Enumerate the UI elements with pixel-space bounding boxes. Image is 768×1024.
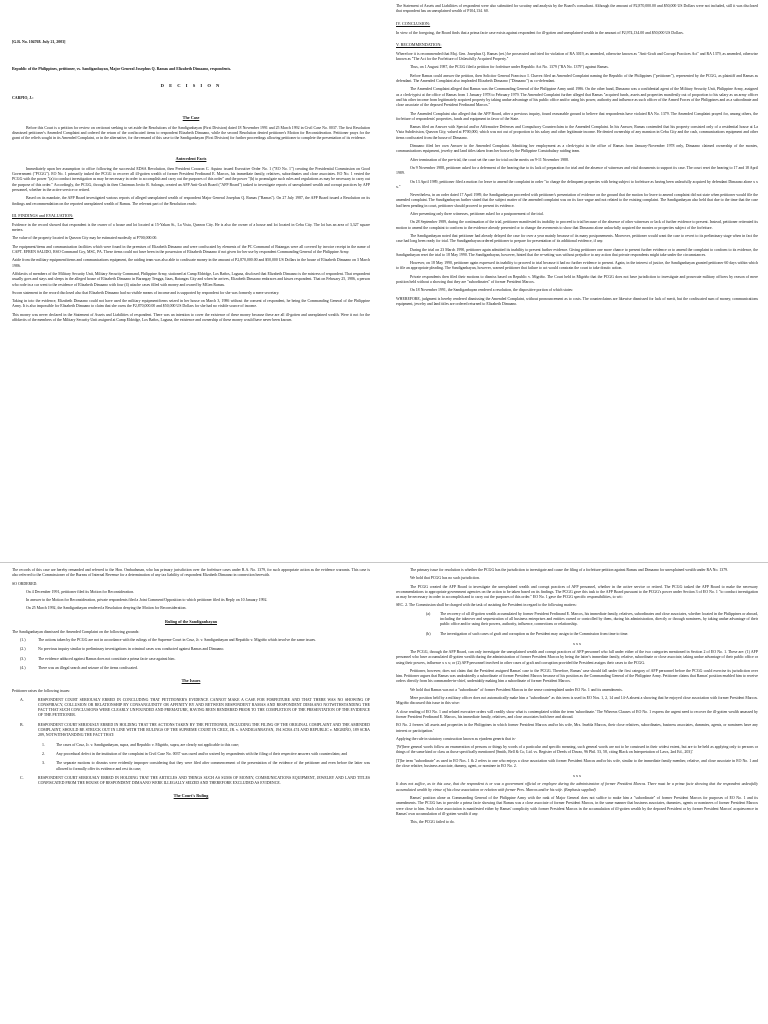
paragraph: Petitioner raises the following issues: <box>12 689 71 694</box>
paragraph: The equipment/items and communication facilities which were found in the premises of Elizabeth Dimaano and were confiscated by elements of the PC Command of Batangas were all covered by invoice receipt in the name of CAPT. EFREN SALIDO, RSO Command Coy, MSC, PA. These items could not have been in the possession of Elizabeth Dimaano if not given for her use by respondent Commanding General of the Philippine Army. <box>12 244 370 255</box>
paragraph: SEC. 2. The Commission shall be charged with the task of assisting the President in regard to the following matters: <box>396 603 577 608</box>
heading-ruling-sandiganbayan: Ruling of the Sandiganbayan <box>164 618 217 624</box>
list-item <box>12 657 370 662</box>
list-item <box>12 666 370 671</box>
paragraph: This money was never declared in the Statement of Assets and Liabilities of respondent. There was an intention to cover the existence of these money because these are all ill-gotten and unexplained wealth. Were it not for the affidavits of the members of the Military Security Unit assigned at Camp Eldridge, Los Baños, Laguna, the existence and ownership of these money would have never been known. <box>12 312 370 323</box>
sub-item <box>396 632 758 637</box>
paragraph: Private respondents then filed their motions to dismiss based on Republic v. Migriño. The Court held in Migriño that the PCGG does not have jurisdiction to investigate and prosecute military officers by reason of mere position held without a showing that they are "subordinates" of former President Marcos. <box>396 274 758 284</box>
page-bottom-left <box>12 568 370 1020</box>
paragraph: During the trial on 23 March 1990, petitioner again admitted its inability to present further evidence. Giving petitioner one more chance to present further evidence or to amend the complaint to conform to its evidence, the Sandiganbayan reset the trial to 18 May 1990. The Sandiganbayan, however, hinted that the re-setting was without prejudice to any action that private respondents might take under the circumstances. <box>396 247 758 257</box>
paragraph: Before Ramas could answer the petition, then Solicitor General Francisco I. Chavez filed an Amended Complaint naming the Republic of the Philippines ("petitioner"), represented by the PCGG, as plaintiff and Ramas as defendant. The Amended Complaint also impleaded Elizabeth Dimaano ("Dimaano") as co-defendant. <box>396 73 758 84</box>
paragraph: Evidence in the record showed that respondent is the owner of a house and lot located at 15-Yakan St., La Vista, Quezon City. He is also the owner of a house and lot located in Cebu City. The lot has an area of 3,327 square meters. <box>12 222 370 233</box>
paragraph: Ramas' position alone as Commanding General of the Philippine Army with the rank of Major General does not suffice to make him a "subordinate" of former President Marcos for purposes of EO No. 1 and its amendments. The PCGG has to provide a prima facie showing that Ramas was a close associate of former President Marcos, in the same manner that business associates, dummies, agents or nominees of former President Marcos were close to him. Such close association is manifested either by Ramas' complicity with former President Marcos in the accumulation of ill-gotten wealth by the deposed President or by former President Marcos' acquiescence in Ramas' own accumulation of ill-gotten wealth if any. <box>396 795 758 816</box>
paragraph: It does not suffice, as in this case, that the respondent is or was a government official or employee during the administration of former President Marcos. There must be a prima facie showing that the respondent unlawfully accumulated wealth by virtue of his close association or relation with former Pres. Marcos and/or his wife. (Emphasis supplied) <box>396 782 758 792</box>
page-bottom-right <box>396 568 758 1020</box>
paragraph: Applying the rule in statutory construction known as ejusdem generis that is- <box>396 736 516 741</box>
paragraph: Nevertheless, in an order dated 17 April 1989, the Sandiganbayan proceeded with petitioner's presentation of evidence on the ground that the motion for leave to amend complaint did not state when petitioner would file the amended complaint. The Sandiganbayan further stated that the subject matter of the amended complaint was on its face vague and not related to the existing complaint. The Sandiganbayan also held that due to the time that the case had been pending in court, petitioner should proceed to present its evidence. <box>396 193 758 208</box>
paragraph: However, on 18 May 1990, petitioner again expressed its inability to proceed to trial because it had no further evidence to present. Again, in the interest of justice, the Sandiganbayan granted petitioner 60 days within which to file an appropriate pleading. The Sandiganbayan, however, warned petitioner that failure to act would constrain the court to take drastic action. <box>396 261 758 271</box>
list-text: The recovery of all ill-gotten wealth accumulated by former President Ferdinand E. Marcos, his immediate family, relatives, subordinates and close associates, whether located in the Philippines or abroad, including the takeover and sequestration of all business enterprises and entities owned or controlled by them, during his administration, directly or through nominees, by taking undue advantage of their public office and/or using their powers, authority, influence, connections or relationship. <box>440 611 758 627</box>
list-number: 1. <box>42 742 45 747</box>
list-text: RESPONDENT COURT SERIOUSLY ERRED IN HOLDING THAT THE ACTIONS TAKEN BY THE PETITIONER, INCLUDING THE FILING OF THE ORIGINAL COMPLAINT AND THE AMENDED COMPLAINT, SHOULD BE STRUCK OUT IN LINE WITH THE RULINGS OF THE SUPREME COURT IN CRUZ, JR. v. SANDIGANBAYAN, 194 SCRA 474 AND REPUBLIC v. MIGRIÑO, 189 SCRA 289, NOTWITHSTANDING THE FACT THAT: <box>38 722 370 738</box>
paragraph: Dimaano filed her own Answer to the Amended Complaint. Admitting her employment as a clerk-typist in the office of Ramas from January-November 1978 only, Dimaano claimed ownership of the monies, communications equipment, jewelry and land titles taken from her house by the Philippine Constabulary raiding team. <box>396 144 758 154</box>
paragraph: The primary issue for resolution is whether the PCGG has the jurisdiction to investigate and cause the filing of a forfeiture petition against Ramas and Dimaano for unexplained wealth under RA No. 1379. <box>410 568 729 572</box>
ellipsis-marker: x x x <box>573 773 581 779</box>
page-divider <box>0 562 768 563</box>
paragraph: We hold that PCGG has no such jurisdiction. <box>410 576 480 581</box>
paragraph: The Statement of Assets and Liabilities of respondent were also submitted for scrutiny and analysis by the Board's consultant. Although the amount of P2,870,000.00 and $50,000 US Dollars were not included, still it was disclosed that respondent has an unexplained wealth of P104,134. 60. <box>396 4 758 14</box>
paragraph: The PCGG created the AFP Board to investigate the unexplained wealth and corrupt practices of AFP personnel, whether in the active service or retired. The PCGG tasked the AFP Board to make the necessary recommendations to appropriate government agencies on the action to be taken based on its findings. The PCGG gave this task to the AFP Board pursuant to the PCGG's power under Section 3 of EO No. 1 "to conduct investigation as may be necessary in order to accomplish and to carry out the purposes of this order." EO No. 1 gave the PCGG specific responsibilities, to wit: <box>396 584 758 600</box>
ellipsis-marker: x x x <box>573 640 581 646</box>
list-text: The separate motions to dismiss were evidently improper considering that they were filed after commencement of the presentation of the evidence of the petitioner and even before the latter was allowed to formally offer its evidence and rest its case; <box>56 761 370 771</box>
heading-findings: III. FINDINGS and EVALUATION: <box>12 212 74 218</box>
paragraph: Sworn statement in the record disclosed also that Elizabeth Dimaano had no visible means of income and is supported by respondent for she was formerly a mere secretary. <box>12 290 280 295</box>
paragraph: On 4 December 1991, petitioner filed its Motion for Reconsideration. <box>26 589 135 594</box>
paragraph: Immediately upon her assumption to office following the successful EDSA Revolution, then President Corazon C. Aquino issued Executive Order No. 1 ("EO No. 1") creating the Presidential Commission on Good Government ("PCGG"). EO No. 1 primarily tasked the PCGG to recover all ill-gotten wealth of former President Ferdinand E. Marcos, his immediate family, relatives, subordinates and close associates. EO No. 1 vested the PCGG with the power "(a) to conduct investigation as may be necessary in order to accomplish and carry out the purposes of this order" and the power "(h) to promulgate such rules and regulations as may be necessary to carry out the purpose of this order." Accordingly, the PCGG, through its then Chairman Jovito R. Salonga, created an AFP Anti-Graft Board ("AFP Board") tasked to investigate reports of unexplained wealth and corrupt practices by AFP personnel, whether in the active service or retired. <box>12 166 370 192</box>
paragraph: The Sandiganbayan noted that petitioner had already delayed the case for over a year mainly because of its many postponements. Moreover, petitioner would want the case to revert to its preliminary stage when in fact the case had long been ready for trial. The Sandiganbayan ordered petitioner to prepare for presentation of its additional evidence, if any. <box>396 233 758 244</box>
list-text: The cases of Cruz, Jr. v. Sandiganbayan, supra, and Republic v. Migriño, supra, are clearly not applicable to this case; <box>56 742 240 747</box>
paragraph: A close reading of EO No. 1 and related executive orders will readily show what is contemplated within the term 'subordinate.' The Whereas Clauses of EO No. 1 express the urgent need to recover the ill-gotten wealth amassed by former President Ferdinand E. Marcos, his immediate family, relatives, and close associates both here and abroad. <box>396 709 758 719</box>
heading-antecedent-facts: Antecedent Facts <box>175 155 207 161</box>
paragraph: After presenting only three witnesses, petitioner asked for a postponement of the trial. <box>410 212 544 217</box>
paragraph: On 18 November 1991, the Sandiganbayan rendered a resolution, the dispositive portion of which states: <box>410 288 574 293</box>
paragraph: In view of the foregoing, the Board finds that a prima facie case exists against respondent for ill-gotten and unexplained wealth in the amount of P2,974,134.00 and $50,000 US Dollars. <box>396 30 684 35</box>
paragraph: Before this Court is a petition for review on certiorari seeking to set aside the Resolutions of the Sandiganbayan (First Division) dated 18 November 1991 and 25 March 1992 in Civil Case No. 0037. The first Resolution dismissed petitioner's Amended Complaint and ordered the return of the confiscated items to respondent Elizabeth Dimaano, while the second Resolution denied petitioner's Motion for Reconsideration. Petitioner prays for the grant of the reliefs sought in its Amended Complaint, or in the alternative, for the remand of this case to the Sandiganbayan (First Division) for further proceedings allowing petitioner to complete the presentation of its evidence. <box>12 125 370 141</box>
list-number: A. <box>20 697 24 702</box>
paragraph: The PCGG, through the AFP Board, can only investigate the unexplained wealth and corrupt practices of AFP personnel who fall under either of the two categories mentioned in Section 2 of EO No. 1. These are: (1) AFP personnel who have accumulated ill-gotten wealth during the administration of former President Marcos by being the latter's immediate family, relative, subordinate or close associate, taking undue advantage of their public office or using their powers, influence x x x; or (2) AFP personnel involved in other cases of graft and corruption provided the President assigns their cases to the PCGG. <box>396 649 758 665</box>
heading-conclusion: IV. CONCLUSION: <box>396 20 431 26</box>
list-text: RESPONDENT COURT SERIOUSLY ERRED IN CONCLUDING THAT PETITIONER'S EVIDENCE CANNOT MAKE A CASE FOR FORFEITURE AND THAT THERE WAS NO SHOWING OF CONSPIRACY, COLLUSION OR RELATIONSHIP BY CONSANGUINITY OR AFFINITY BY AND BETWEEN RESPONDENT RAMAS AND RESPONDENT DIMAANO NOTWITHSTANDING THE FACT THAT SUCH CONCLUSIONS WERE CLEARLY UNFOUNDED AND PREMATURE, HAVING BEEN RENDERED PRIOR TO THE COMPLETION OF THE PRESENTATION OF THE EVIDENCE OF THE PETITIONER. <box>38 697 370 718</box>
paragraph: Thus, on 1 August 1987, the PCGG filed a petition for forfeiture under Republic Act No. 1379 ("RA No. 1379") against Ramas. <box>410 65 609 70</box>
list-number: (4.) <box>20 665 26 670</box>
paragraph: On 9 November 1988, petitioner asked for a deferment of the hearing due to its lack of preparation for trial and the absence of witnesses and vital documents to support its case. The court reset the hearing to 17 and 18 April 1989. <box>396 165 758 176</box>
ponente: CARPIO, J.: <box>12 95 34 100</box>
paragraph: On 25 March 1992, the Sandiganbayan rendered a Resolution denying the Motion for Reconsideration. <box>26 606 187 611</box>
list-text: No previous inquiry similar to preliminary investigations in criminal cases was conducted against Ramas and Dimaano. <box>38 647 225 652</box>
heading-courts-ruling: The Court's Ruling <box>173 793 209 799</box>
list-text: The evidence adduced against Ramas does not constitute a prima facie case against him. <box>38 656 176 661</box>
list-number: (a) <box>426 611 431 616</box>
list-number: 2. <box>42 751 45 756</box>
page-top-right <box>396 4 758 558</box>
list-text: Any procedural defect in the institution of the complaint in Civil Case No. 0037 was cured and/or waived by respondents with the filing of their respective answers with counterclaim; and <box>56 751 348 756</box>
paragraph: EO No. 2 freezes 'all assets and properties in the Philippines in which former President Marcos and/or his wife, Mrs. Imelda Marcos, their close relatives, subordinates, business associates, dummies, agents, or nominees have any interest or participation.' <box>396 723 758 733</box>
paragraph: We hold that Ramas was not a "subordinate" of former President Marcos in the sense contemplated under EO No. 1 and its amendments. <box>410 687 623 692</box>
page-top-left <box>12 28 370 558</box>
sub-item <box>12 752 370 757</box>
list-number: (2.) <box>20 647 26 652</box>
paragraph: Affidavits of members of the Military Security Unit, Military Security Command, Philippine Army, stationed at Camp Eldridge, Los Baños, Laguna, disclosed that Elizabeth Dimaano is the mistress of respondent. That respondent usually goes and stays and sleeps in the alleged house of Elizabeth Dimaano in Barangay Tengga, Itaas, Batangas City and when he arrives, Elizabeth Dimaano embraces and kisses respondent. That on February 25, 1986, a person who rode in a car went to the residence of Elizabeth Dimaano with four (4) attache cases filled with money and owned by MGen Ramas. <box>12 271 370 287</box>
paragraph: In answer to the Motion for Reconsideration, private respondents filed a Joint Comment/Opposition to which petitioner filed its Reply on 10 January 1992. <box>26 598 268 603</box>
list-text: The actions taken by the PCGG are not in accordance with the rulings of the Supreme Court in Cruz, Jr. v. Sandiganbayan and Republic v. Migriño which involve the same issues. <box>38 638 316 643</box>
sub-item <box>12 743 370 748</box>
list-number: (1.) <box>20 638 26 643</box>
heading-issues: The Issues <box>181 678 201 684</box>
paragraph: The Sandiganbayan dismissed the Amended Complaint on the following grounds: <box>12 629 140 634</box>
sub-item <box>12 761 370 772</box>
paragraph: SO ORDERED. <box>12 581 38 586</box>
list-number: (b) <box>426 631 431 636</box>
issue-item <box>12 723 370 739</box>
paragraph: Based on its mandate, the AFP Board investigated various reports of alleged unexplained wealth of respondent Major General Josephus Q. Ramas ("Ramas"). On 27 July 1987, the AFP Board issued a Resolution on its findings and recommendation on the reported unexplained wealth of Ramas. The relevant part of the Resolution reads: <box>12 196 370 206</box>
list-text: RESPONDENT COURT SERIOUSLY ERRED IN HOLDING THAT THE ARTICLES AND THINGS SUCH AS SUMS OF MONEY, COMMUNICATIONS EQUIPMENT, JEWELRY AND LAND TITLES CONFISCATED FROM THE HOUSE OF RESPONDENT DIMAANO WERE ILLEGALLY SEIZED AND THEREFORE EXCLUDED AS EVIDENCE. <box>38 775 370 786</box>
list-number: (3.) <box>20 656 26 661</box>
paragraph: The value of the property located in Quezon City may be estimated modestly at P700,000.00. <box>12 236 158 241</box>
paragraph: The Amended Complaint alleged that Ramas was the Commanding General of the Philippine Army until 1986. On the other hand, Dimaano was a confidential agent of the Military Security Unit, Philippine Army, assigned as a clerk-typist at the office of Ramas from 1 January 1978 to February 1979. The Amended Complaint further alleged that Ramas "acquired funds, assets and properties manifestly out of proportion to his salary as an army officer and his other income from legitimately acquired property by taking undue advantage of his public office and/or using his power, authority and influence as such officer of the Armed Forces of the Philippines and as a subordinate and close associate of the deposed President Ferdinand Marcos." <box>396 87 758 108</box>
paragraph: Taking in toto the evidence, Elizabeth Dimaano could not have used the military equipment/items seized in her house on March 3, 1986 without the consent of respondent, he being the Commanding General of the Philippine Army. It is also impossible for Elizabeth Dimaano to claim that she owns the P2,870,000.00 and $50,000 US Dollars for she had no visible source of income. <box>12 299 370 309</box>
list-number: 3. <box>42 761 45 766</box>
list-item <box>12 638 370 643</box>
paragraph: Ramas filed an Answer with Special and/or Affirmative Defenses and Compulsory Counterclaim to the Amended Complaint. In his Answer, Ramas contended that his property consisted only of a residential house at La Vista Subdivision, Quezon City, valued at P700,000, which was not out of proportion to his salary and other legitimate income. He denied ownership of any mansion in Cebu City and the cash, communications equipment and other items confiscated from the house of Dimaano. <box>396 125 758 140</box>
list-text: There was an illegal search and seizure of the items confiscated. <box>38 665 138 670</box>
paragraph: Wherefore it is recommended that Maj. Gen. Josephus Q. Ramas (ret.) be prosecuted and tried for violation of RA 3019, as amended, otherwise known as "Anti-Graft and Corrupt Practices Act" and RA 1379, as amended, otherwise known as "The Act for the Forfeiture of Unlawfully Acquired Property." <box>396 51 758 62</box>
list-text: The investigation of such cases of graft and corruption as the President may assign to the Commission from time to time. <box>440 631 629 636</box>
heading-recommendation: V. RECOMMENDATION: <box>396 41 442 47</box>
list-number: C. <box>20 775 24 780</box>
case-number: [G.R. No. 104768. July 21, 2003] <box>12 40 66 44</box>
list-item <box>12 647 370 652</box>
paragraph: On 13 April 1989, petitioner filed a motion for leave to amend the complaint in order "to charge the delinquent properties with being subject to forfeiture as having been unlawfully acquired by defendant Dimaano alone x x x." <box>396 179 758 189</box>
paragraph: On 28 September 1989, during the continuation of the trial, petitioner manifested its inability to proceed to trial because of the absence of other witnesses or lack of further evidence to present. Instead, petitioner reiterated its motion to amend the complaint to conform to the evidence already presented or to change the averments to show that Dimaano alone unlawfully acquired the monies or properties subject of the forfeiture. <box>396 220 758 230</box>
paragraph: This, the PCGG failed to do. <box>410 820 455 825</box>
list-number: B. <box>20 722 24 727</box>
sub-item <box>396 612 758 628</box>
heading-the-case: The Case <box>182 114 200 120</box>
decision-title: D E C I S I O N <box>160 82 222 88</box>
paragraph: After termination of the pre-trial, the court set the case for trial on the merits on 9-11 November 1988. <box>410 157 569 162</box>
paragraph: Petitioner, however, does not claim that the President assigned Ramas' case to the PCGG. Therefore, Ramas' case should fall under the first category of AFP personnel before the PCGG could exercise its jurisdiction over him. Petitioner argues that Ramas was undoubtedly a subordinate of former President Marcos because of his position as the Commanding General of the Philippine Army. Petitioner claims that Ramas' position enabled him to receive orders directly from his commander-in-chief, undeniably making him a subordinate of former President Marcos. <box>396 668 758 684</box>
issue-item <box>12 776 370 787</box>
case-parties: Republic of the Philippines, petitioner, vs. Sandiganbayan, Major General Josephus Q. Ramas and Elizabeth Dimaano, respondents. <box>12 67 232 72</box>
paragraph: The records of this case are hereby remanded and referred to the Hon. Ombudsman, who has primary jurisdiction over the forfeiture cases under R.A. No. 1379, for such appropriate action as the evidence warrants. This case is also referred to the Commissioner of the Bureau of Internal Revenue for a determination of any tax liability of respondent Elizabeth Dimaano in connection herewith. <box>12 568 370 578</box>
paragraph: '[W]here general words follow an enumeration of persons or things by words of a particular and specific meaning, such general words are not to be construed in their widest extent, but are to be held as applying only to persons or things of the same kind or class as those specifically mentioned [Smith, Bell & Co, Ltd. vs. Register of Deeds of Davao, 96 Phil. 53, 58, citing Black on Interpretation of Laws, 2nd Ed., 203].' <box>396 745 758 755</box>
paragraph: [T]he term "subordinate" as used in EO Nos. 1 & 2 refers to one who enjoys a close association with former President Marcos and/or his wife, similar to the immediate family member, relative, and close associate in EO No. 1 and the close relative, business associate, dummy, agent, or nominee in EO No. 2. <box>396 758 758 769</box>
issue-item <box>12 698 370 719</box>
paragraph: Mere position held by a military officer does not automatically make him a "subordinate" as this term is used in EO Nos. 1, 2, 14 and 14-A absent a showing that he enjoyed close association with former President Marcos. Migriño discussed this issue in this wise: <box>396 696 758 706</box>
paragraph: WHEREFORE, judgment is hereby rendered dismissing the Amended Complaint, without pronouncement as to costs. The counterclaims are likewise dismissed for lack of merit, but the confiscated sum of money, communications equipment, jewelry and land titles are ordered returned to Elizabeth Dimaano. <box>396 296 758 306</box>
paragraph: The Amended Complaint also alleged that the AFP Board, after a previous inquiry, found reasonable ground to believe that respondents have violated RA No. 1379. The Amended Complaint prayed for, among others, the forfeiture of respondents' properties, funds and equipment in favor of the State. <box>396 111 758 121</box>
paragraph: Aside from the military equipment/items and communications equipment, the raiding team was also able to confiscate money in the amount of P2,870,000.00 and $50,000 US Dollars in the house of Elizabeth Dimaano on 3 March 1986. <box>12 258 370 268</box>
